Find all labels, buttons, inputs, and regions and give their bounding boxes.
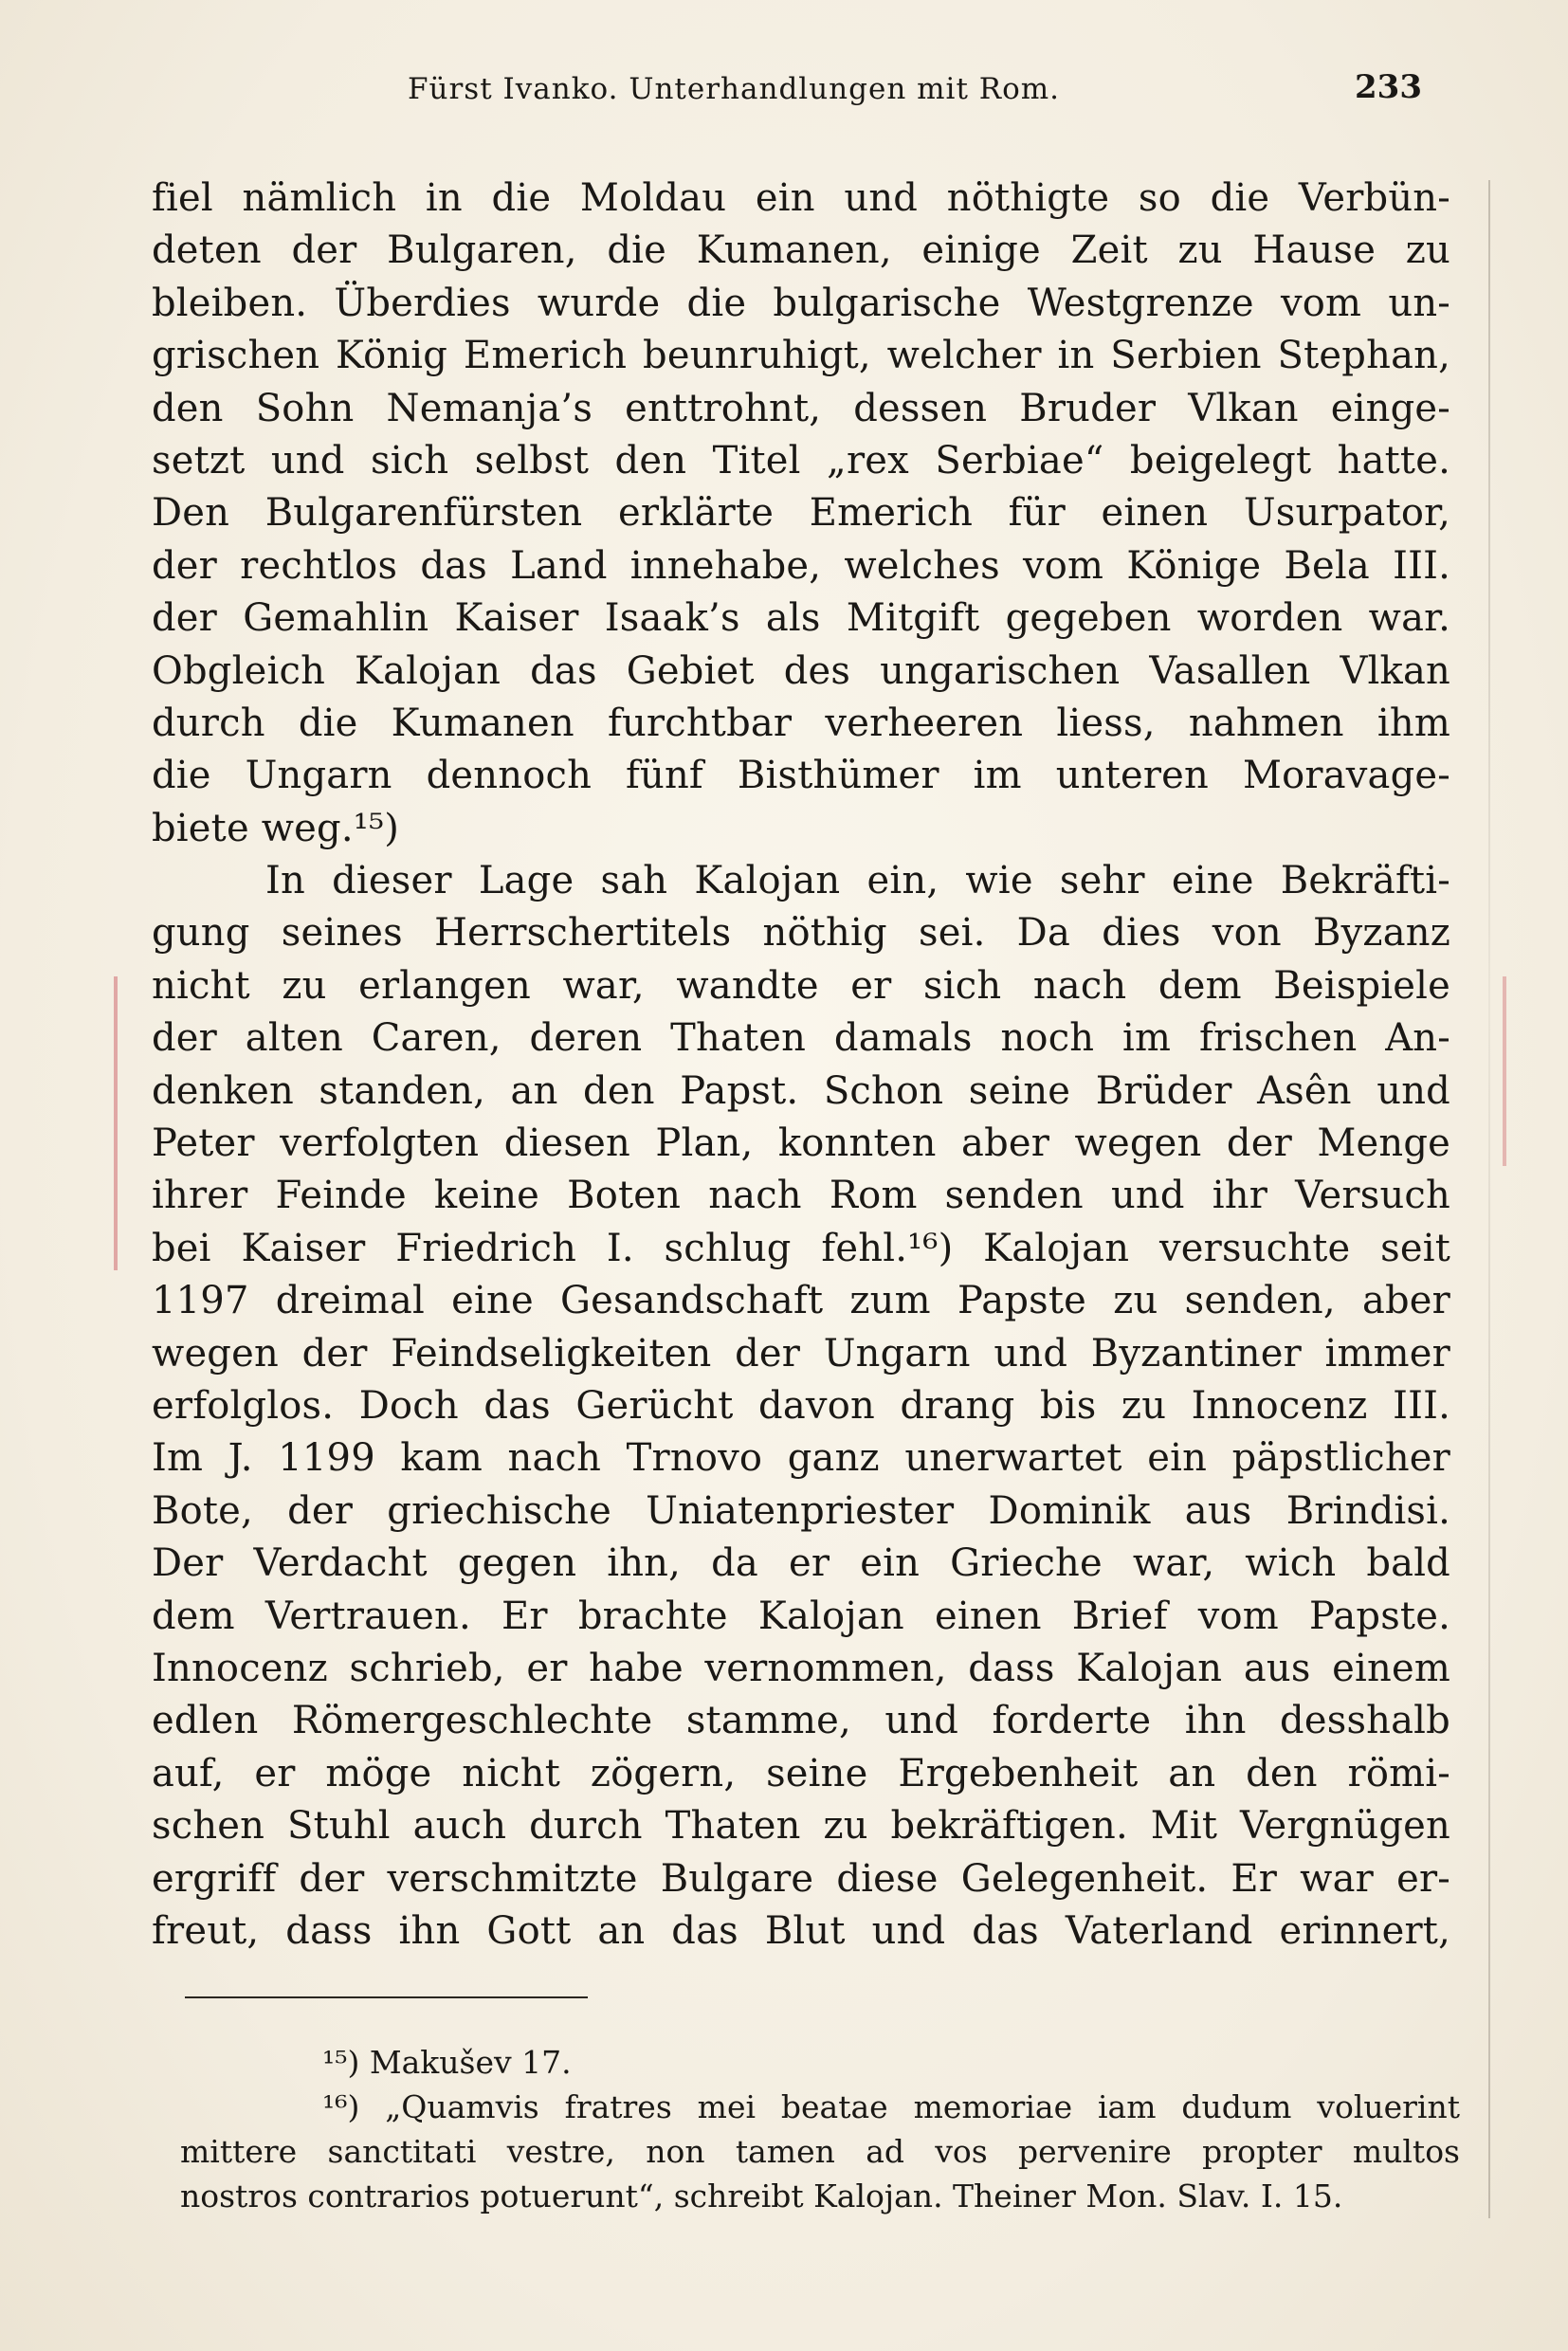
text-line: Innocenz schrieb, er habe vernommen, dass Kalojan aus einem	[152, 1646, 1450, 1690]
footnotes	[180, 2040, 1460, 2218]
text-line: nicht zu erlangen war, wandte er sich nach dem Beispiele	[152, 963, 1450, 1008]
text-line: dem Vertrauen. Er brachte Kalojan einen Brief vom Papste.	[152, 1594, 1450, 1638]
text-line: Der Verdacht gegen ihn, da er ein Grieche war, wich bald	[152, 1541, 1450, 1586]
page-number: 233	[1355, 68, 1422, 106]
page-edge-shadow	[1488, 180, 1490, 2218]
text-line: ihrer Feinde keine Boten nach Rom senden und ihr Versuch	[152, 1174, 1450, 1218]
footnote-line: mittere sanctitati vestre, non tamen ad vos pervenire propter multos	[180, 2133, 1460, 2170]
text-line: bei Kaiser Friedrich I. schlug fehl.¹⁶) Kalojan versuchte seit	[152, 1226, 1450, 1270]
text-line: deten der Bulgaren, die Kumanen, einige Zeit zu Hause zu	[152, 228, 1450, 273]
text-line: der rechtlos das Land innehabe, welches vom Könige Bela III.	[152, 543, 1450, 588]
text-line: der alten Caren, deren Thaten damals noch im frischen An-	[152, 1016, 1450, 1061]
text-line: grischen König Emerich beunruhigt, welcher in Serbien Stephan,	[152, 334, 1450, 378]
footnote-line: nostros contrarios potuerunt“, schreibt Kalojan. Theiner Mon. Slav. I. 15.	[180, 2178, 1343, 2214]
text-line: edlen Römergeschlechte stamme, und forderte ihn desshalb	[152, 1699, 1450, 1743]
text-line: den Sohn Nemanja’s enttrohnt, dessen Bruder Vlkan einge-	[152, 386, 1450, 430]
running-head	[152, 66, 1422, 123]
running-title: Fürst Ivanko. Unterhandlungen mit Rom.	[408, 72, 1061, 106]
text-line-paragraph-start: In dieser Lage sah Kalojan ein, wie sehr eine Bekräfti-	[265, 859, 1450, 903]
footnote-divider	[185, 1996, 588, 1998]
text-line: freut, dass ihn Gott an das Blut und das Vaterland erinnert,	[152, 1908, 1450, 1953]
text-line: Den Bulgarenfürsten erklärte Emerich für einen Usurpator,	[152, 491, 1450, 536]
text-line: fiel nämlich in die Moldau ein und nöthigte so die Verbün-	[152, 176, 1450, 220]
text-line: Obgleich Kalojan das Gebiet des ungarischen Vasallen Vlkan	[152, 648, 1450, 693]
text-line: auf, er möge nicht zögern, seine Ergebenheit an den römi-	[152, 1751, 1450, 1795]
text-line: die Ungarn dennoch fünf Bisthümer im unteren Moravage-	[152, 754, 1450, 798]
text-line: Bote, der griechische Uniatenpriester Dominik aus Brindisi.	[152, 1488, 1450, 1533]
text-line: gung seines Herrschertitels nöthig sei. Da dies von Byzanz	[152, 911, 1450, 956]
text-line: bleiben. Überdies wurde die bulgarische Westgrenze vom un-	[152, 281, 1450, 325]
text-line: ergriff der verschmitzte Bulgare diese Gelegenheit. Er war er-	[152, 1856, 1450, 1901]
text-line: erfolglos. Doch das Gerücht davon drang bis zu Innocenz III.	[152, 1383, 1450, 1428]
text-line: Im J. 1199 kam nach Trnovo ganz unerwartet ein päpstlicher	[152, 1436, 1450, 1481]
text-line: der Gemahlin Kaiser Isaak’s als Mitgift gegeben worden war.	[152, 596, 1450, 641]
text-line: denken standen, an den Papst. Schon seine Brüder Asên und	[152, 1068, 1450, 1113]
text-line: 1197 dreimal eine Gesandschaft zum Papste zu senden, aber	[152, 1279, 1450, 1323]
margin-pencil-mark-left	[114, 976, 118, 1270]
text-line: setzt und sich selbst den Titel „rex Serbiae“ beigelegt hatte.	[152, 438, 1450, 483]
text-line: schen Stuhl auch durch Thaten zu bekräftigen. Mit Vergnügen	[152, 1804, 1450, 1849]
text-line: Peter verfolgten diesen Plan, konnten aber wegen der Menge	[152, 1121, 1450, 1166]
body-text	[152, 173, 1450, 1958]
text-line: biete weg.¹⁵)	[152, 806, 400, 850]
footnote-16: ¹⁶) „Quamvis fratres mei beatae memoriae iam dudum voluerint	[322, 2088, 1460, 2125]
text-line: durch die Kumanen furchtbar verheeren liess, nahmen ihm	[152, 701, 1450, 745]
text-line: wegen der Feindseligkeiten der Ungarn und Byzantiner immer	[152, 1331, 1450, 1376]
margin-pencil-mark-right	[1503, 976, 1506, 1166]
footnote-15: ¹⁵) Makušev 17.	[322, 2044, 572, 2081]
